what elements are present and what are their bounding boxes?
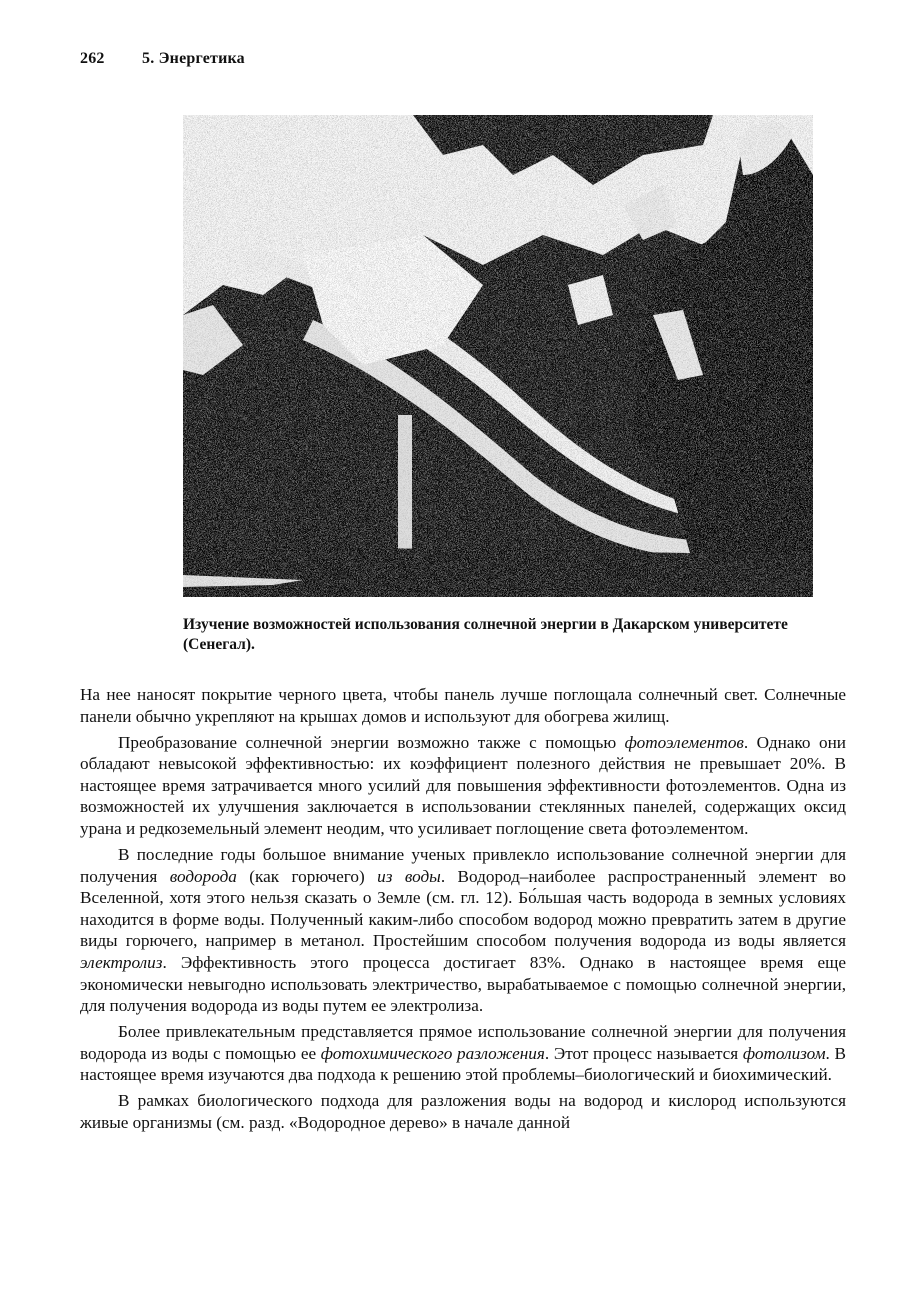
- term-electrolysis: электролиз: [80, 952, 163, 972]
- term-photochemical-decomposition: фотохимического разложения: [320, 1043, 545, 1063]
- paragraph-4: Более привлекательным представляется прямое использование солнечной энергии для получения водорода из воды с помощью ее фотохимического разложения. Этот процесс называется фотолизом. В настоящее время изучаются два подхода к решению этой проблемы–биологический и биохимический.: [80, 1022, 847, 1085]
- chapter-title: 5. Энергетика: [142, 50, 245, 67]
- paragraph-3: В последние годы большое внимание ученых привлекло использование солнечной энергии для получения водорода (как горючего) из воды. Водород–наиболее распространенный элемент во Вселенной, хотя этого нельзя сказать о Земле (см. гл. 12). Бо́льшая часть водорода в земных условиях находится в форме воды. Полученный каким-либо способом водород можно превратить затем в другие виды горючего, например в метанол. Простейшим способом получения водорода из воды является электролиз. Эффективность этого процесса достигает 83%. Однако в настоящее время еще экономически невыгодно использовать электричество, вырабатываемое с помощью солнечной энергии, для получения водорода из воды путем ее электролиза.: [80, 844, 847, 1016]
- term-from-water: из воды: [377, 866, 441, 886]
- photo-solar-apparatus: [183, 115, 813, 597]
- running-head: [80, 50, 245, 68]
- page-number: 262: [80, 50, 105, 67]
- body-text: [80, 684, 846, 1138]
- paragraph-2: Преобразование солнечной энергии возможно также с помощью фотоэлементов. Однако они обладают невысокой эффективностью: их коэффициент полезного действия не превышает 20%. В настоящее время затрачивается много усилий для повышения эффективности фотоэлементов. Одна из возможностей их улучшения заключается в использовании стеклянных панелей, содержащих оксид урана и редкоземельный элемент неодим, что усиливает поглощение света фотоэлементом.: [80, 732, 846, 838]
- paragraph-1: На нее наносят покрытие черного цвета, чтобы панель лучше поглощала солнечный свет. Солнечные панели обычно укрепляют на крышах домов и используют для обогрева жилищ.: [80, 685, 846, 726]
- paragraph-5: В рамках биологического подхода для разложения воды на водород и кислород используются живые организмы (см. разд. «Водородное дерево» в начале данной: [80, 1091, 846, 1132]
- term-photolysis: фотолизом: [742, 1043, 826, 1063]
- figure-caption: Изучение возможностей использования солнечной энергии в Дакарском университете (Сенегал).: [183, 616, 788, 653]
- term-hydrogen: водорода: [169, 866, 237, 886]
- term-photocells: фотоэлементов: [624, 732, 744, 752]
